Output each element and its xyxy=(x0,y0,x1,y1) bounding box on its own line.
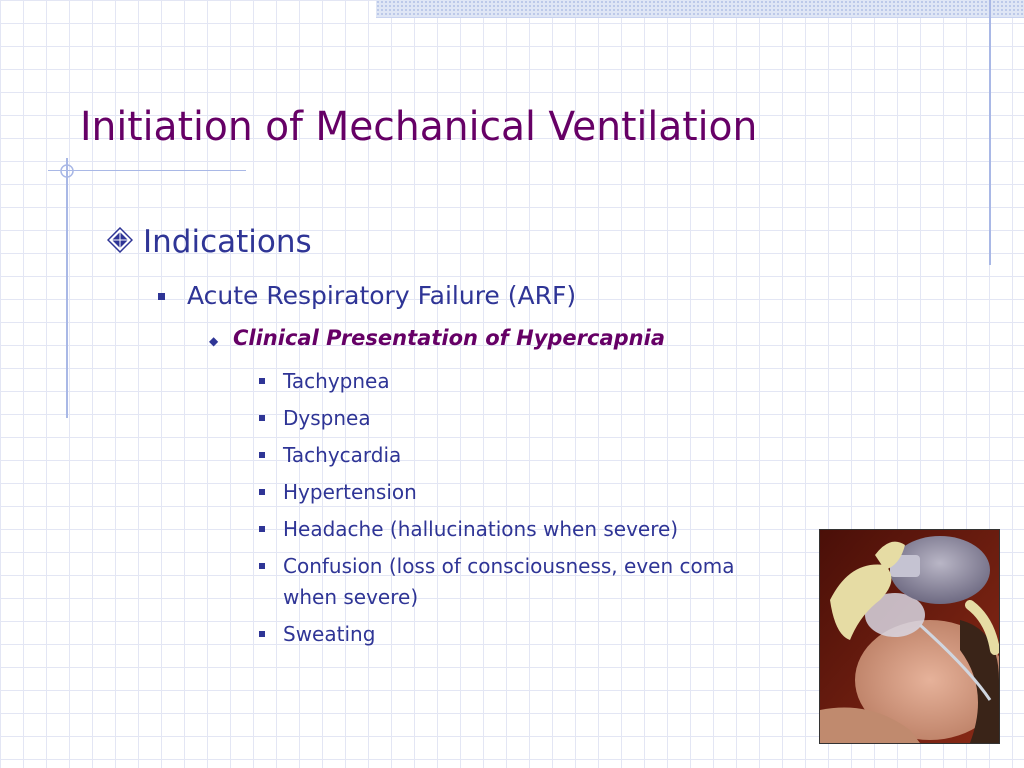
square-bullet-icon xyxy=(259,526,265,532)
left-decorative-line xyxy=(66,158,68,418)
list-item xyxy=(259,514,779,545)
patient-ventilation-photo xyxy=(819,529,1000,744)
symptom-text: Tachycardia xyxy=(283,443,402,467)
symptom-text: Dyspnea xyxy=(283,406,371,430)
indications-label: Indications xyxy=(143,224,312,260)
list-item xyxy=(259,477,779,508)
symptom-text: Tachypnea xyxy=(283,369,390,393)
bag-mask-illustration-icon xyxy=(820,530,999,743)
arf-label: Acute Respiratory Failure (ARF) xyxy=(187,281,577,310)
symptom-text: Hypertension xyxy=(283,480,417,504)
square-bullet-icon xyxy=(259,489,265,495)
list-item xyxy=(259,366,779,397)
square-bullet-icon xyxy=(259,378,265,384)
square-bullet-icon xyxy=(158,293,165,300)
square-bullet-icon xyxy=(259,631,265,637)
square-bullet-icon xyxy=(259,452,265,458)
square-bullet-icon xyxy=(259,415,265,421)
slide-title: Initiation of Mechanical Ventilation xyxy=(80,104,758,150)
symptom-list xyxy=(259,366,779,656)
symptom-text: Sweating xyxy=(283,622,376,646)
list-item xyxy=(259,440,779,471)
symptom-text: Confusion (loss of consciousness, even coma when severe) xyxy=(283,554,735,609)
list-item xyxy=(259,403,779,434)
list-item xyxy=(259,551,743,613)
square-bullet-icon xyxy=(259,563,265,569)
right-decorative-line xyxy=(989,0,991,265)
hypercapnia-heading: Clinical Presentation of Hypercapnia xyxy=(233,326,665,350)
symptom-text: Headache (hallucinations when severe) xyxy=(283,517,679,541)
diamond-bullet-icon xyxy=(107,227,133,253)
circle-ornament-icon xyxy=(55,160,79,184)
list-item xyxy=(259,619,779,650)
small-diamond-bullet-icon: ◆ xyxy=(209,334,219,348)
top-decorative-band xyxy=(376,0,1024,18)
